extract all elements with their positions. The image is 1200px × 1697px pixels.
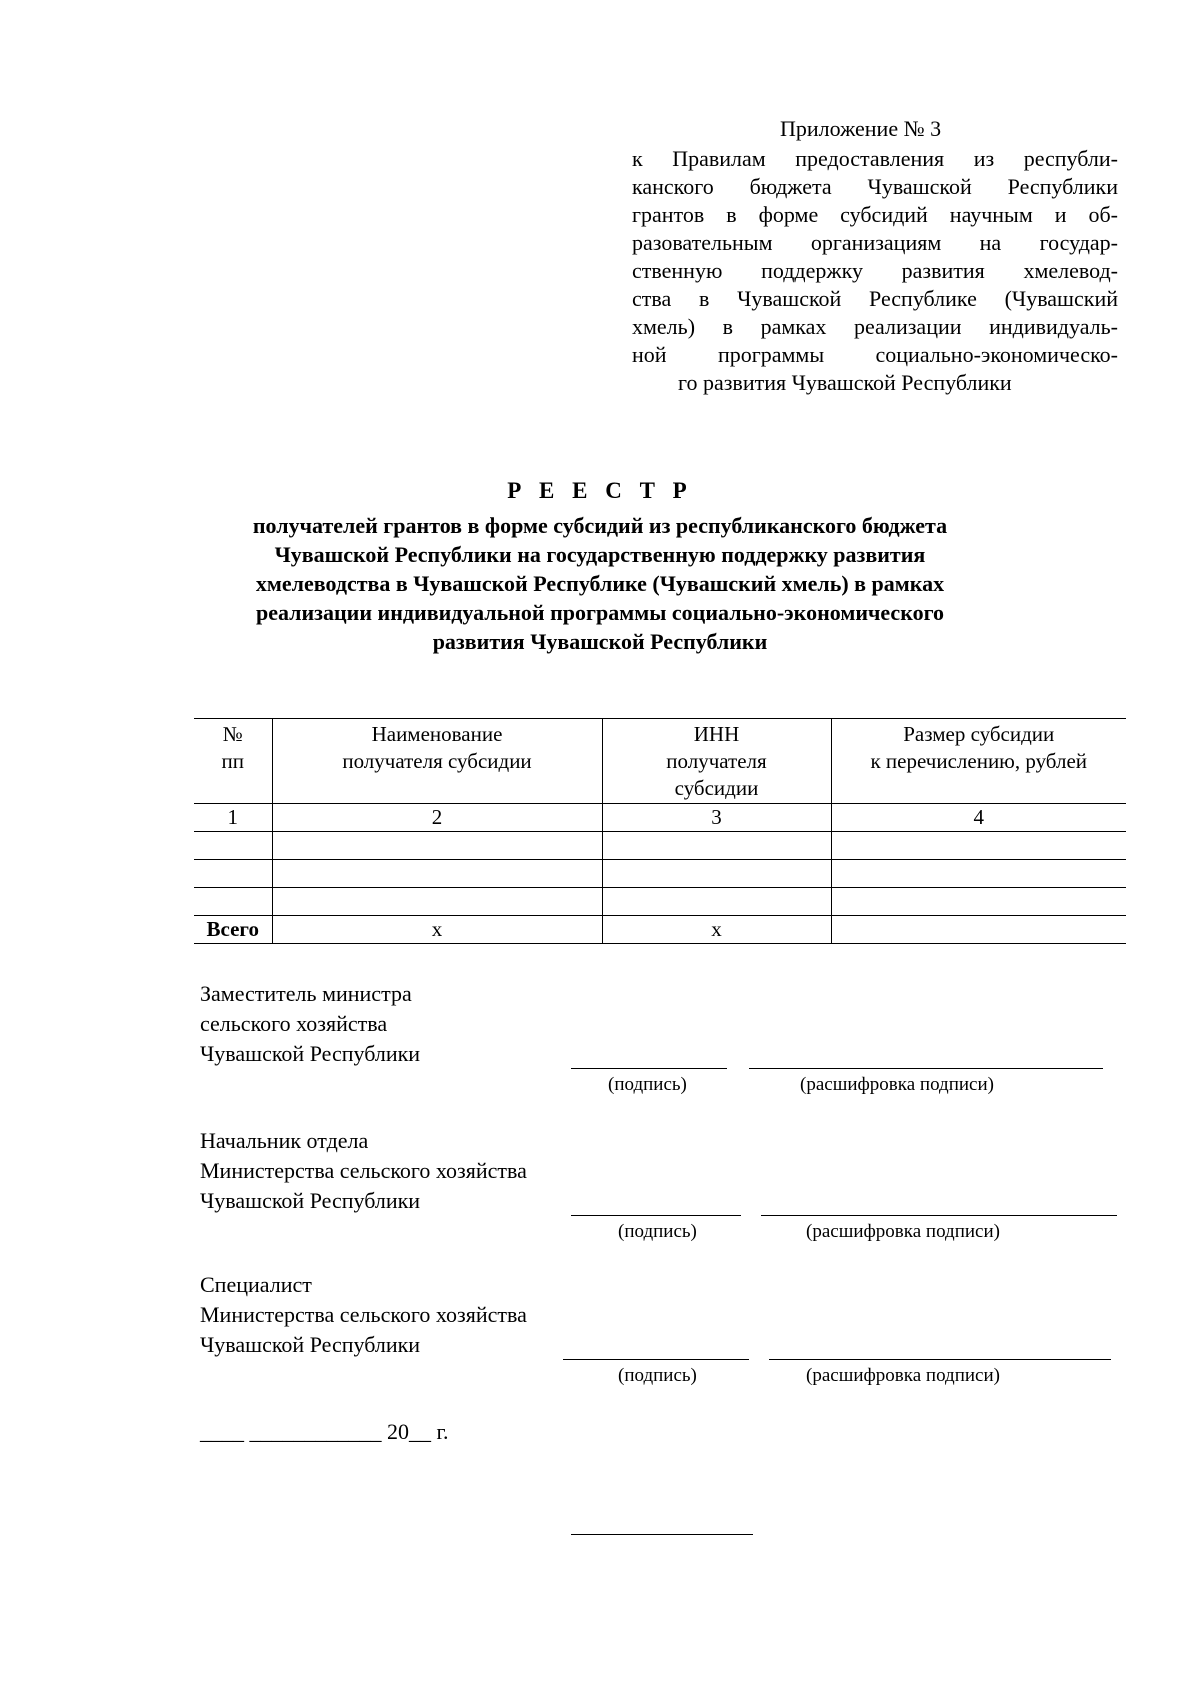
signature-caption: (подпись) — [618, 1365, 697, 1386]
appendix-line: разовательным организациям на государ- — [632, 230, 1118, 255]
table-cell: 4 — [831, 804, 1126, 832]
header-cell-inn: ИНН получателя субсидии — [602, 719, 831, 804]
table-cell: 2 — [272, 804, 602, 832]
registry-table — [194, 718, 1126, 944]
subtitle-line: хмелеводства в Чувашской Республике (Чувашский хмель) в рамках — [255, 571, 945, 596]
table-cell — [272, 832, 602, 860]
table-row — [194, 888, 1126, 916]
table-cell — [194, 888, 272, 916]
table-row — [194, 832, 1126, 860]
table-cell — [831, 860, 1126, 888]
appendix-title: Приложение № 3 — [780, 116, 942, 141]
signature-decode-line — [769, 1359, 1111, 1360]
table-cell — [831, 888, 1126, 916]
appendix-line: канского бюджета Чувашской Республики — [632, 174, 1118, 199]
signature-caption: (подпись) — [618, 1221, 697, 1242]
table-cell — [831, 832, 1126, 860]
bottom-separator — [571, 1534, 753, 1535]
subtitle-line: получателей грантов в форме субсидий из республиканского бюджета — [252, 513, 948, 538]
table-cell — [602, 860, 831, 888]
appendix-line: го развития Чувашской Республики — [678, 370, 1012, 395]
table-header-row — [194, 719, 1126, 804]
signature-decode-line — [749, 1068, 1103, 1069]
table-cell: х — [602, 916, 831, 944]
appendix-line: к Правилам предоставления из республи- — [632, 146, 1118, 171]
table-row — [194, 860, 1126, 888]
table-cell: 1 — [194, 804, 272, 832]
column-number-row — [194, 804, 1126, 832]
table-cell — [272, 860, 602, 888]
table-cell — [602, 888, 831, 916]
header-cell-recipient: Наименование получателя субсидии — [272, 719, 602, 804]
decode-caption: (расшифровка подписи) — [806, 1365, 1000, 1386]
appendix-line: ной программы социально-экономическо- — [632, 342, 1118, 367]
header-cell-amount: Размер субсидии к перечислению, рублей — [831, 719, 1126, 804]
signature-line — [571, 1215, 741, 1216]
date-line: ____ ____________ 20__ г. — [200, 1419, 449, 1444]
total-label: Всего — [194, 916, 272, 944]
header-cell-number: № пп — [194, 719, 272, 804]
decode-caption: (расшифровка подписи) — [806, 1221, 1000, 1242]
total-row — [194, 916, 1126, 944]
appendix-line: грантов в форме субсидий научным и об- — [632, 202, 1118, 227]
signatory-position: Начальник отдела Министерства сельского хозяйства Чувашской Республики — [200, 1128, 527, 1213]
subtitle-line: реализации индивидуальной программы социально-экономического — [255, 600, 945, 625]
signature-line — [571, 1068, 727, 1069]
table-cell: 3 — [602, 804, 831, 832]
table-cell — [602, 832, 831, 860]
table-cell — [194, 860, 272, 888]
subtitle-line: развития Чувашской Республики — [432, 629, 768, 654]
signature-caption: (подпись) — [608, 1074, 687, 1095]
signatory-position: Специалист Министерства сельского хозяйства Чувашской Республики — [200, 1272, 527, 1357]
total-amount-cell — [831, 916, 1126, 944]
signatory-position: Заместитель министра сельского хозяйства Чувашской Республики — [200, 981, 421, 1066]
document-title: Р Е Е С Т Р — [507, 478, 693, 503]
appendix-line: хмель) в рамках реализации индивидуаль- — [632, 314, 1118, 339]
table-cell — [194, 832, 272, 860]
appendix-line: ства в Чувашской Республике (Чувашский — [632, 286, 1118, 311]
decode-caption: (расшифровка подписи) — [800, 1074, 994, 1095]
signature-decode-line — [761, 1215, 1117, 1216]
subtitle-line: Чувашской Республики на государственную поддержку развития — [274, 542, 926, 567]
table-cell — [272, 888, 602, 916]
table-cell: х — [272, 916, 602, 944]
appendix-line: ственную поддержку развития хмелевод- — [632, 258, 1118, 283]
signature-line — [563, 1359, 749, 1360]
